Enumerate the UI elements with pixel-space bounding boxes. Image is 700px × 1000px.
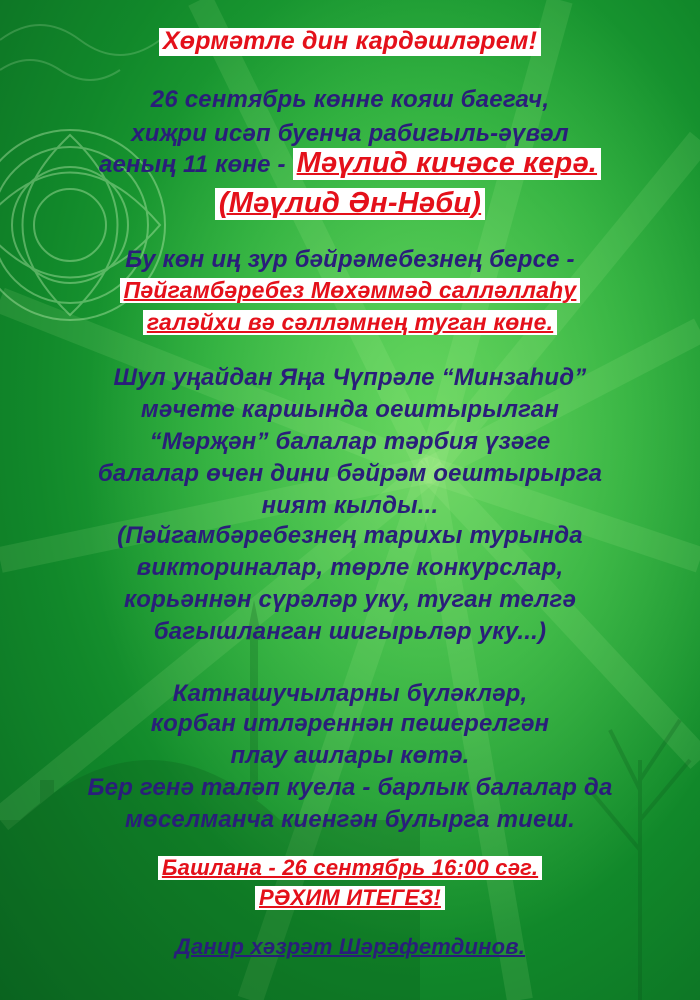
event-line: багышланган шигырьләр уку...): [153, 618, 547, 645]
event-line: Шул уңайдан Яңа Чүпрәле “Минзаһид”: [113, 364, 587, 391]
start-time-line: [0, 856, 700, 880]
intro-line-2: хиҗри исәп буенча рабигыль-әүвәл: [131, 120, 569, 147]
mawlid-evening-highlight: Мәүлид кичәсе керә.: [293, 148, 601, 180]
treat-line: Катнашучыларны бүләкләр,: [172, 680, 528, 707]
prophet-name-highlight: Пәйгамбәребез Мөхәммәд салләллаһу: [120, 278, 581, 303]
intro-line-3: [0, 148, 700, 180]
treat-line: Бер генә таләп куела - барлык балалар да: [87, 774, 613, 801]
treat-line: корбан итләреннән пешерелгән: [150, 710, 550, 737]
event-line: балалар өчен дини бәйрәм оештырырга: [97, 460, 603, 487]
holiday-line-1: Бу көн иң зур бәйрәмебезнең берсе -: [125, 246, 575, 273]
intro-line-4: [0, 188, 700, 220]
holiday-line-3: [0, 310, 700, 335]
mawlid-nabi-highlight: (Мәүлид Ән-Нәби): [215, 188, 485, 220]
signature-text: Данир хәзрәт Шәрәфетдинов.: [174, 934, 526, 959]
event-line: корьәннән сүрәләр уку, туган телгә: [123, 586, 577, 613]
event-line: ният кылды...: [261, 492, 439, 519]
intro-line-1: 26 сентябрь көнне кояш баегач,: [150, 86, 550, 113]
greeting-line: [0, 28, 700, 56]
start-time-text: Башлана - 26 сентябрь 16:00 сәг.: [158, 856, 542, 880]
welcome-text: РӘХИМ ИТЕГЕЗ!: [255, 886, 445, 910]
greeting-text: Хөрмәтле дин кардәшләрем!: [159, 28, 541, 56]
treat-line: плау ашлары көтә.: [230, 742, 470, 769]
treat-line: мөселманча киенгән булырга тиеш.: [125, 806, 575, 833]
signature-line: [0, 934, 700, 960]
event-line: (Пәйгамбәребезнең тарихы турында: [117, 522, 583, 549]
event-line: “Мәрҗән” балалар тәрбия үзәге: [149, 428, 551, 455]
event-line: мәчете каршында оештырылган: [140, 396, 560, 423]
prophet-birthday-highlight: галәйхи вә сәлләмнең туган көне.: [143, 310, 557, 335]
welcome-line: [0, 886, 700, 910]
event-line: викториналар, төрле конкурслар,: [136, 554, 564, 581]
intro-line-3-prefix: аеның 11 көне -: [98, 151, 286, 178]
holiday-line-2: [0, 278, 700, 303]
